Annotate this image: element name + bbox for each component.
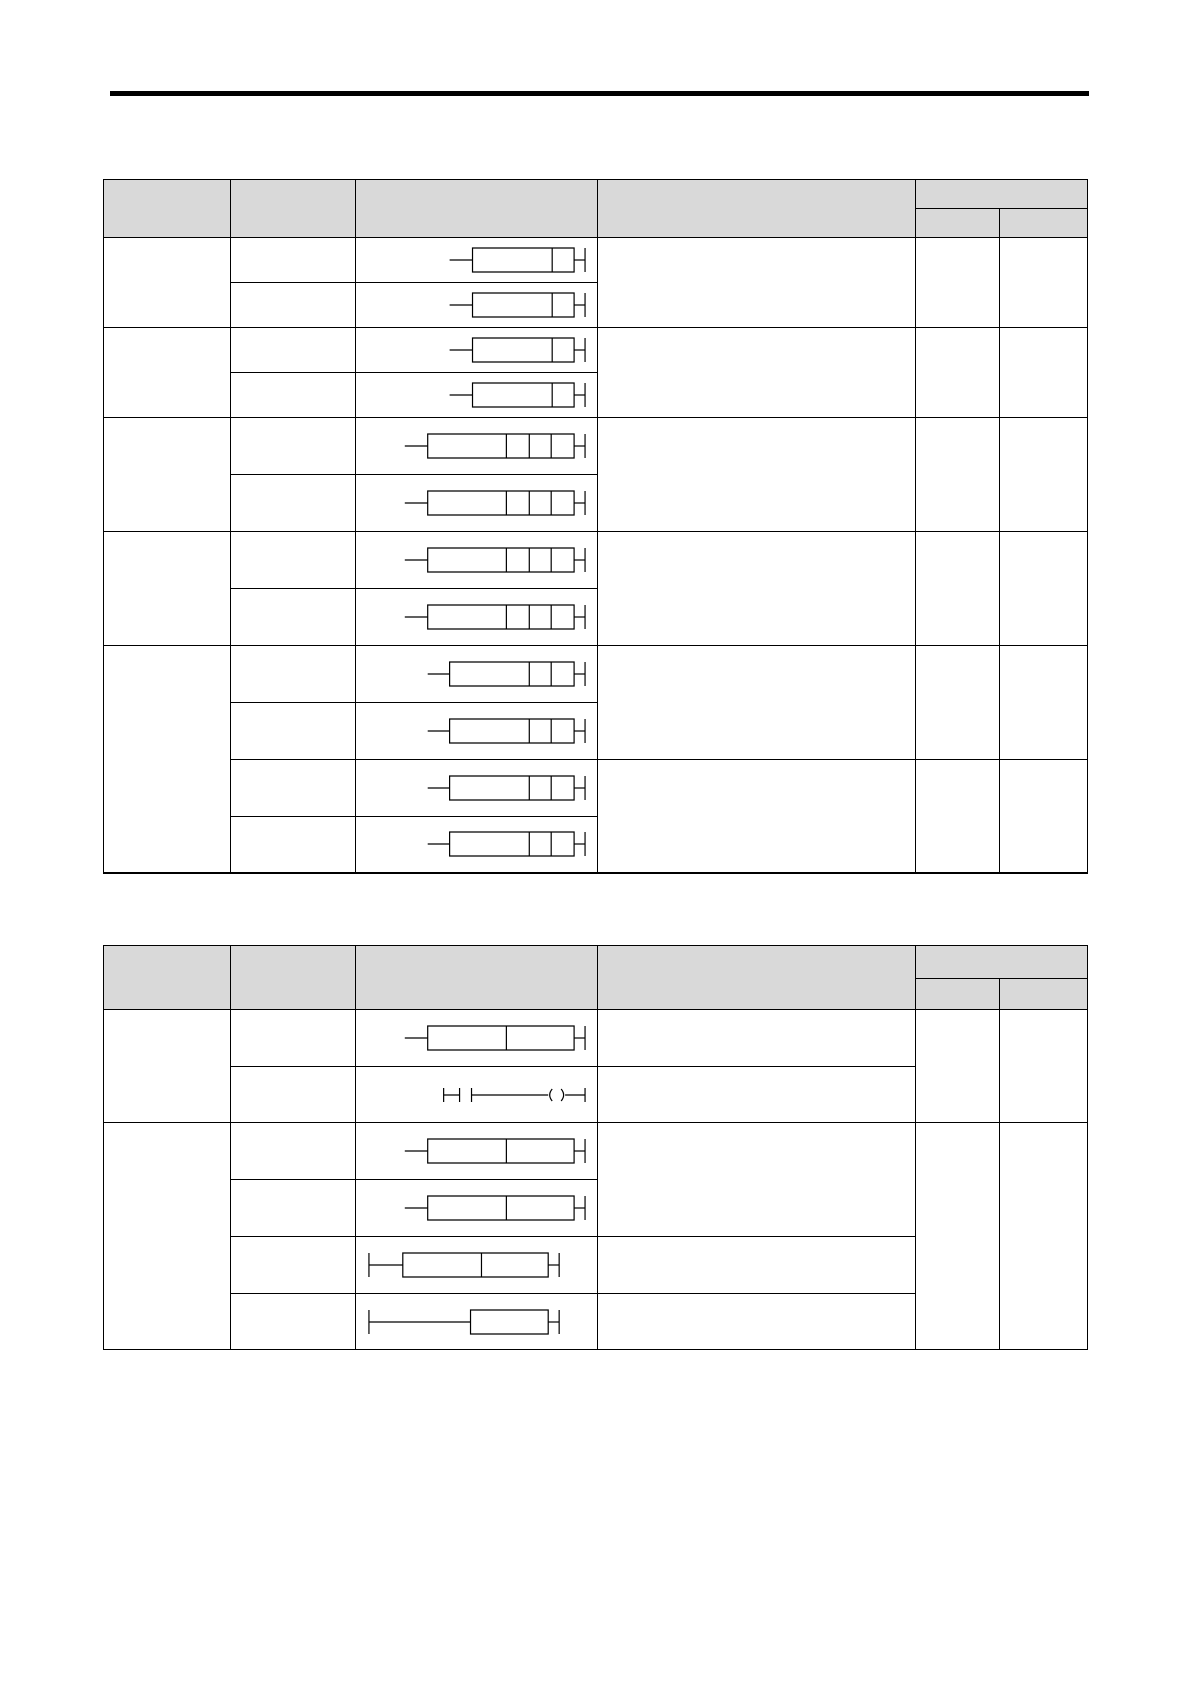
applicability-a-cell [916,328,1000,418]
instruction-name-cell [231,1067,356,1123]
ladder-symbol-cell [356,373,598,418]
instruction-name-cell [231,1180,356,1237]
applicability-a-cell [916,760,1000,873]
ladder-box-three-slot-icon [356,602,597,632]
description-cell [598,760,916,873]
header-description [598,180,916,238]
header-name [231,180,356,238]
description-cell [598,328,916,418]
applicability-a-cell [916,418,1000,532]
description-cell [598,532,916,646]
ladder-symbol-cell [356,1180,598,1237]
instruction-box [450,776,574,800]
ladder-contact-coil-icon [356,1080,597,1110]
ladder-symbol-cell [356,1294,598,1350]
coil-right-paren [561,1089,563,1101]
ladder-box-two-slot-icon [356,829,597,859]
ladder-symbol-cell [356,703,598,760]
applicability-a-cell [916,1123,1000,1350]
ladder-symbol-cell [356,328,598,373]
instruction-box [428,548,574,572]
description-cell [598,1237,916,1294]
applicability-b-cell [1000,532,1088,646]
ladder-box-three-slot-icon [356,431,597,461]
group-item-cell [104,418,231,532]
instruction-table-2 [103,945,1087,1350]
applicability-b-cell [1000,646,1088,760]
header-sub-a [916,979,1000,1010]
description-cell [598,418,916,532]
ladder-box-three-slot-icon [356,545,597,575]
ladder-rail-box-split-icon [356,1250,597,1280]
ladder-symbol-cell [356,589,598,646]
applicability-a-cell [916,1010,1000,1123]
ladder-box-one-slot-icon [356,290,597,320]
instruction-box [471,1310,549,1334]
instruction-name-cell [231,1123,356,1180]
instruction-box [450,832,574,856]
ladder-box-two-slot-icon [356,716,597,746]
ladder-box-split-icon [356,1193,597,1223]
header-sub-a [916,209,1000,238]
instruction-box [473,383,575,407]
description-cell [598,1294,916,1350]
instruction-box [428,1139,574,1163]
description-cell [598,238,916,328]
ladder-symbol-cell [356,532,598,589]
header-item [104,946,231,1010]
description-cell [598,1010,916,1067]
instruction-name-cell [231,1237,356,1294]
header-name [231,946,356,1010]
ladder-symbol-cell [356,238,598,283]
description-cell [598,1123,916,1237]
ladder-box-one-slot-icon [356,245,597,275]
ladder-symbol-cell [356,646,598,703]
instruction-name-cell [231,283,356,328]
instruction-box [403,1253,548,1277]
ladder-symbol-cell [356,1123,598,1180]
ladder-box-one-slot-icon [356,335,597,365]
ladder-symbol-cell [356,1237,598,1294]
applicability-b-cell [1000,1010,1088,1123]
instruction-name-cell [231,703,356,760]
ladder-box-split-icon [356,1136,597,1166]
instruction-name-cell [231,373,356,418]
instruction-box [428,491,574,515]
applicability-b-cell [1000,760,1088,873]
ladder-symbol-cell [356,817,598,873]
ladder-symbol-cell [356,1010,598,1067]
ladder-symbol-cell [356,418,598,475]
instruction-name-cell [231,418,356,475]
group-item-cell [104,1123,231,1350]
ladder-box-three-slot-icon [356,488,597,518]
group-item-cell [104,328,231,418]
instruction-box [428,1026,574,1050]
header-item [104,180,231,238]
coil-left-paren [550,1089,552,1101]
instruction-name-cell [231,328,356,373]
applicability-a-cell [916,646,1000,760]
ladder-box-split-icon [356,1023,597,1053]
applicability-b-cell [1000,1123,1088,1350]
ladder-symbol-cell [356,475,598,532]
group-item-cell [104,1010,231,1123]
instruction-box [450,719,574,743]
instruction-box [428,605,574,629]
instruction-name-cell [231,817,356,873]
header-sub-b [1000,209,1088,238]
instruction-name-cell [231,1294,356,1350]
instruction-table-1 [103,179,1087,874]
ladder-symbol-cell [356,1067,598,1123]
applicability-b-cell [1000,418,1088,532]
ladder-box-one-slot-icon [356,380,597,410]
instruction-name-cell [231,238,356,283]
instruction-name-cell [231,760,356,817]
description-cell [598,1067,916,1123]
applicability-a-cell [916,532,1000,646]
instruction-box [473,293,575,317]
header-sub-b [1000,979,1088,1010]
ladder-box-two-slot-icon [356,773,597,803]
header-description [598,946,916,1010]
ladder-box-two-slot-icon [356,659,597,689]
header-applicable-group [916,180,1088,209]
header-rule [110,91,1089,96]
instruction-name-cell [231,532,356,589]
ladder-symbol-cell [356,283,598,328]
group-item-cell [104,238,231,328]
header-symbol [356,946,598,1010]
applicability-b-cell [1000,328,1088,418]
instruction-box [473,248,575,272]
instruction-box [428,434,574,458]
instruction-box [473,338,575,362]
description-cell [598,646,916,760]
group-item-cell [104,646,231,873]
applicability-a-cell [916,238,1000,328]
instruction-name-cell [231,1010,356,1067]
instruction-box [450,662,574,686]
instruction-name-cell [231,475,356,532]
instruction-name-cell [231,646,356,703]
ladder-rail-box-icon [356,1307,597,1337]
applicability-b-cell [1000,238,1088,328]
ladder-symbol-cell [356,760,598,817]
group-item-cell [104,532,231,646]
header-symbol [356,180,598,238]
header-applicable-group [916,946,1088,979]
instruction-box [428,1196,574,1220]
instruction-name-cell [231,589,356,646]
